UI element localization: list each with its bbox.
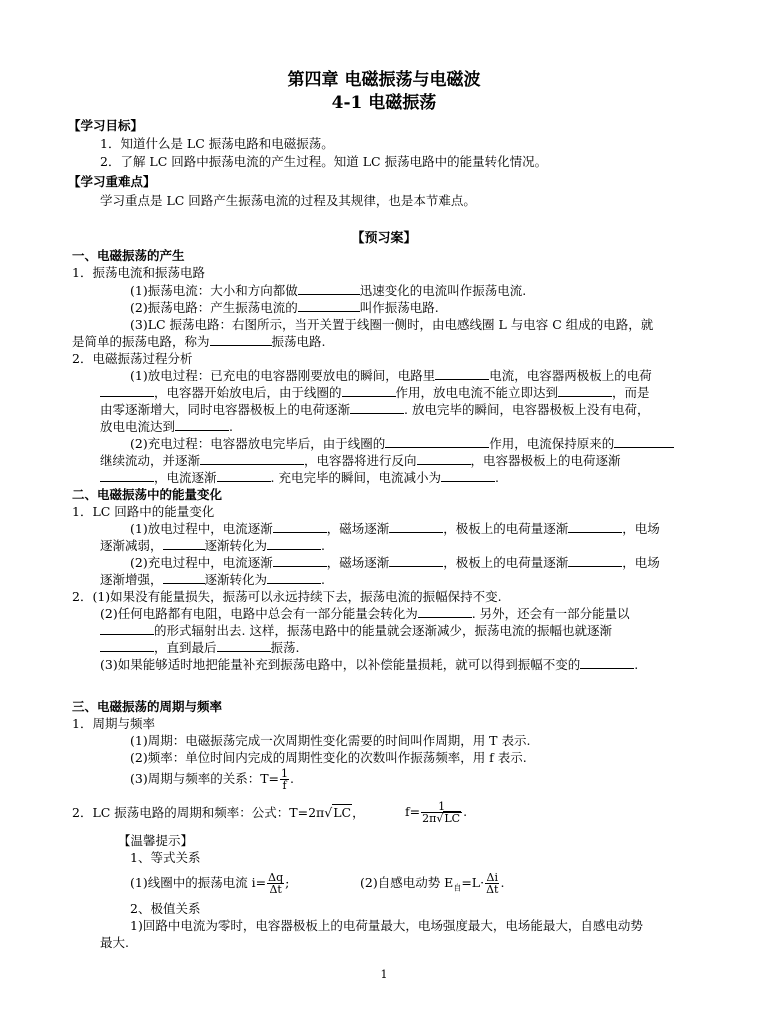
answer-blank[interactable]: [350, 402, 404, 414]
answer-blank[interactable]: [418, 606, 472, 618]
fraction: $\frac{\Delta q}{\Delta t}$: [268, 871, 284, 896]
s2-item-1: 1．LC 回路中的能量变化: [72, 504, 215, 519]
answer-blank[interactable]: [267, 538, 321, 550]
answer-blank[interactable]: [175, 419, 229, 431]
preview-header: 【预习案】: [351, 231, 417, 246]
s2-item-2a: 2．(1)如果没有能量损失，振荡可以永远持续下去，振荡电流的振幅保持不变.: [72, 589, 502, 604]
answer-blank[interactable]: [100, 385, 154, 397]
answer-blank[interactable]: [100, 623, 154, 635]
section-3-heading: 三、电磁振荡的周期与频率: [72, 699, 223, 714]
s2-item-1b-line2: 逐渐增强， 逐渐转化为 .: [100, 572, 326, 587]
goal-1: 1．知道什么是 LC 振荡电路和电磁振荡。: [100, 136, 334, 151]
section-1-heading: 一、电磁振荡的产生: [72, 248, 185, 263]
answer-blank[interactable]: [614, 436, 674, 448]
s2-item-2b-line3: ，直到最后 振荡.: [100, 639, 300, 656]
page-number: 1: [380, 968, 388, 981]
answer-blank[interactable]: [435, 368, 489, 380]
tip-1b: (2)自感电动势 $E_自=L\cdot$ $\frac{\Delta i}{\Delta t}$ .: [360, 871, 505, 896]
answer-blank[interactable]: [267, 572, 321, 584]
answer-blank[interactable]: [417, 453, 471, 465]
s1-item-2b-line1: (2)充电过程：电容器放电完毕后，由于线圈的 作用，电流保持原来的: [130, 435, 674, 452]
s2-item-1b-line1: (2)充电过程中，电流逐渐 ，磁场逐渐 ，极板上的电荷量逐渐 ，电场: [130, 555, 660, 570]
s3-item-1c: (3)周期与频率的关系：T= $\frac{1}{f}$ .: [130, 767, 295, 792]
section-subtitle: 4-1 电磁振荡: [331, 93, 437, 113]
answer-blank[interactable]: [558, 385, 612, 397]
s1-item-2: 2．电磁振荡过程分析: [72, 351, 193, 366]
s2-item-2b-line1: (2)任何电路都有电阻，电路中总会有一部分能量会转化为 . 另外，还会有一部分能量以: [100, 606, 630, 621]
s1-item-2b-line2: 继续流动，并逐渐 ，电容器将进行反向 ，电容器极板上的电荷逐渐: [100, 453, 621, 468]
answer-blank[interactable]: [568, 521, 622, 533]
keypoints-text: 学习重点是 LC 回路产生振荡电流的过程及其规律，也是本节难点。: [100, 193, 476, 208]
answer-blank[interactable]: [389, 521, 443, 533]
tip-1: 1、等式关系: [130, 850, 201, 865]
s2-item-1a-line2: 逐渐减弱， 逐渐转化为 .: [100, 538, 326, 553]
page-title: 第四章 电磁振荡与电磁波: [287, 70, 481, 90]
s3-item-2: 2．LC 振荡电路的周期和频率：公式：T=2π√LC，: [72, 805, 365, 820]
s1-item-2a-line4: 放电电流达到 .: [100, 419, 233, 434]
goal-2: 2．了解 LC 回路中振荡电流的产生过程。知道 LC 振荡电路中的能量转化情况。: [100, 154, 548, 169]
s2-item-2b-line2: 的形式辐射出去. 这样，振荡电路中的能量就会逐渐减少，振荡电流的振幅也就逐渐: [100, 622, 612, 639]
tip-2a-line2: 最大.: [100, 935, 129, 950]
s3-item-1a: (1)周期：电磁振荡完成一次周期性变化需要的时间叫作周期，用 T 表示.: [130, 733, 531, 748]
answer-blank[interactable]: [273, 555, 327, 567]
tip-2: 2、极值关系: [130, 901, 201, 916]
answer-blank[interactable]: [342, 385, 396, 397]
answer-blank[interactable]: [217, 640, 271, 652]
fraction: $\frac{\Delta i}{\Delta t}$: [486, 871, 499, 896]
answer-blank[interactable]: [273, 521, 327, 533]
s1-item-2b-line3: ，电流逐渐 . 充电完毕的瞬间，电流减小为 .: [100, 469, 499, 486]
answer-blank[interactable]: [441, 470, 495, 482]
goals-header: 【学习目标】: [68, 118, 144, 133]
answer-blank[interactable]: [100, 640, 154, 652]
fraction: $\frac{1}{2\pi√LC}$: [422, 800, 461, 825]
s3-item-1b: (2)频率：单位时间内完成的周期性变化的次数叫作振荡频率，用 f 表示.: [130, 750, 527, 765]
keypoints-header: 【学习重难点】: [68, 174, 156, 189]
s1-item-2a-line1: (1)放电过程：已充电的电容器刚要放电的瞬间，电路里 电流，电容器两极板上的电荷: [130, 368, 652, 383]
answer-blank[interactable]: [385, 436, 489, 448]
s1-item-1b: (2)振荡电路：产生振荡电流的 叫作振荡电路.: [130, 300, 439, 315]
answer-blank[interactable]: [389, 555, 443, 567]
s1-item-1c-line2: 是简单的振荡电路，称为 振荡电路.: [72, 334, 326, 349]
answer-blank[interactable]: [568, 555, 622, 567]
s1-item-2a-line3: 由零逐渐增大，同时电容器极板上的电荷逐渐 . 放电完毕的瞬间，电容器极板上没有电荷，: [100, 402, 650, 417]
answer-blank[interactable]: [163, 538, 205, 550]
fraction: $\frac{1}{f}$: [281, 767, 289, 792]
section-2-heading: 二、电磁振荡中的能量变化: [72, 487, 223, 502]
s2-item-1a-line1: (1)放电过程中，电流逐渐 ，磁场逐渐 ，极板上的电荷量逐渐 ，电场: [130, 521, 660, 536]
answer-blank[interactable]: [163, 572, 205, 584]
answer-blank[interactable]: [298, 300, 360, 312]
answer-blank[interactable]: [100, 470, 154, 482]
answer-blank[interactable]: [217, 470, 271, 482]
s1-item-1: 1．振荡电流和振荡电路: [72, 265, 205, 280]
tip-1a: (1)线圈中的振荡电流 i= $\frac{\Delta q}{\Delta t}$ ;: [130, 871, 290, 896]
answer-blank[interactable]: [298, 283, 360, 295]
s1-item-1c-line1: (3)LC 振荡电路：右图所示，当开关置于线圈一侧时，由电感线圈 L 与电容 C 组成的电路，就: [130, 317, 654, 332]
s1-item-2a-line2: ，电容器开始放电后，由于线圈的 作用，放电电流不能立即达到 ，而是: [100, 384, 650, 401]
answer-blank[interactable]: [210, 334, 272, 346]
tip-header: 【温馨提示】: [118, 833, 194, 848]
s3-item-1: 1．周期与频率: [72, 716, 155, 731]
s2-item-2c: (3)如果能够适时地把能量补充到振荡电路中，以补偿能量损耗，就可以得到振幅不变的 .: [100, 657, 639, 672]
answer-blank[interactable]: [580, 657, 634, 669]
s3-frequency-formula: f= $\frac{1}{2\pi√LC}$ .: [405, 800, 468, 825]
s1-item-1a: (1)振荡电流：大小和方向都做 迅速变化的电流叫作振荡电流.: [130, 283, 527, 298]
tip-2a-line1: 1)回路中电流为零时，电容器极板上的电荷量最大，电场强度最大，电场能最大，自感电动势: [130, 918, 643, 933]
answer-blank[interactable]: [200, 453, 304, 465]
